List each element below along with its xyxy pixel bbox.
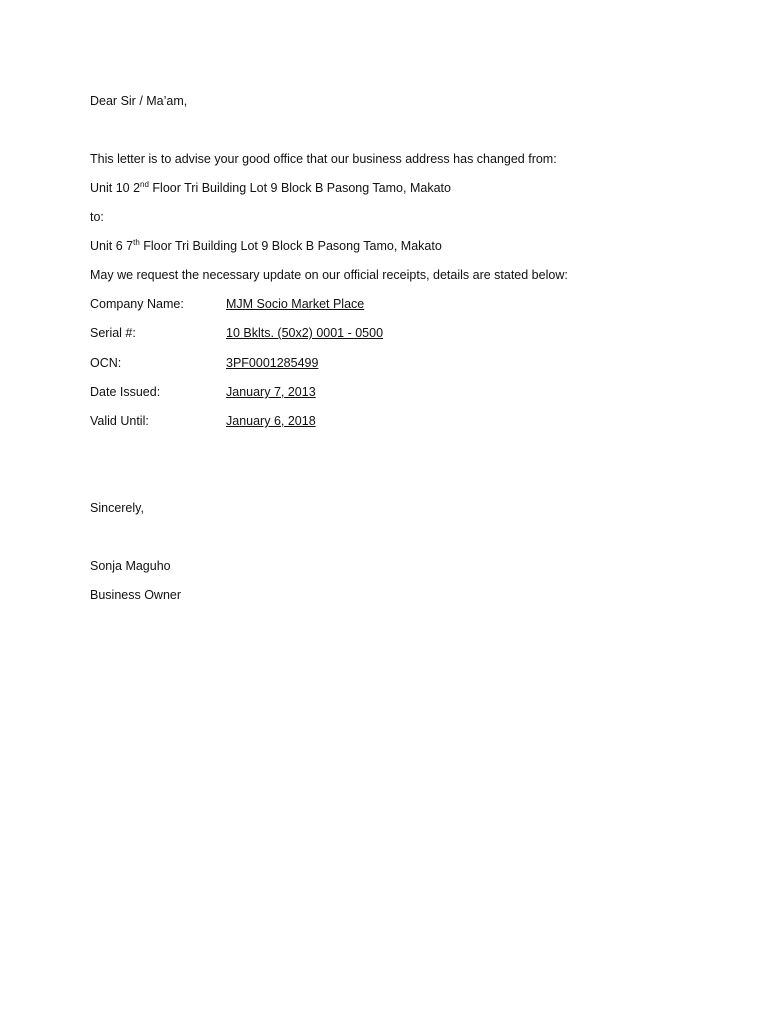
ocn-label: OCN: [90, 356, 122, 370]
date-issued-value: January 7, 2013 [226, 385, 316, 399]
serial-label: Serial #: [90, 326, 136, 340]
intro-paragraph: This letter is to advise your good office that our business address has changed from: [90, 152, 557, 166]
ocn-value: 3PF0001285499 [226, 356, 319, 370]
old-address [90, 180, 451, 196]
date-issued-label: Date Issued: [90, 385, 161, 399]
serial-value: 10 Bklts. (50x2) 0001 - 0500 [226, 326, 384, 340]
closing: Sincerely, [90, 501, 144, 515]
company-name-value: MJM Socio Market Place [226, 297, 365, 311]
signer-title: Business Owner [90, 588, 182, 602]
company-name-label: Company Name: [90, 297, 184, 311]
valid-until-value: January 6, 2018 [226, 414, 316, 428]
old-address-prefix: Unit 10 2 [90, 181, 141, 195]
to-label: to: [90, 210, 104, 224]
old-address-suffix: Floor Tri Building Lot 9 Block B Pasong Tamo, Makato [148, 181, 451, 195]
valid-until-label: Valid Until: [90, 414, 149, 428]
new-address [90, 238, 442, 254]
request-paragraph: May we request the necessary update on our official receipts, details are stated below: [90, 268, 568, 282]
new-address-prefix: Unit 6 7 [90, 239, 134, 253]
signer-name: Sonja Maguho [90, 559, 171, 573]
new-address-ordinal: th [133, 238, 140, 247]
old-address-ordinal: nd [140, 180, 149, 189]
salutation: Dear Sir / Ma’am, [90, 94, 188, 108]
new-address-suffix: Floor Tri Building Lot 9 Block B Pasong Tamo, Makato [139, 239, 442, 253]
